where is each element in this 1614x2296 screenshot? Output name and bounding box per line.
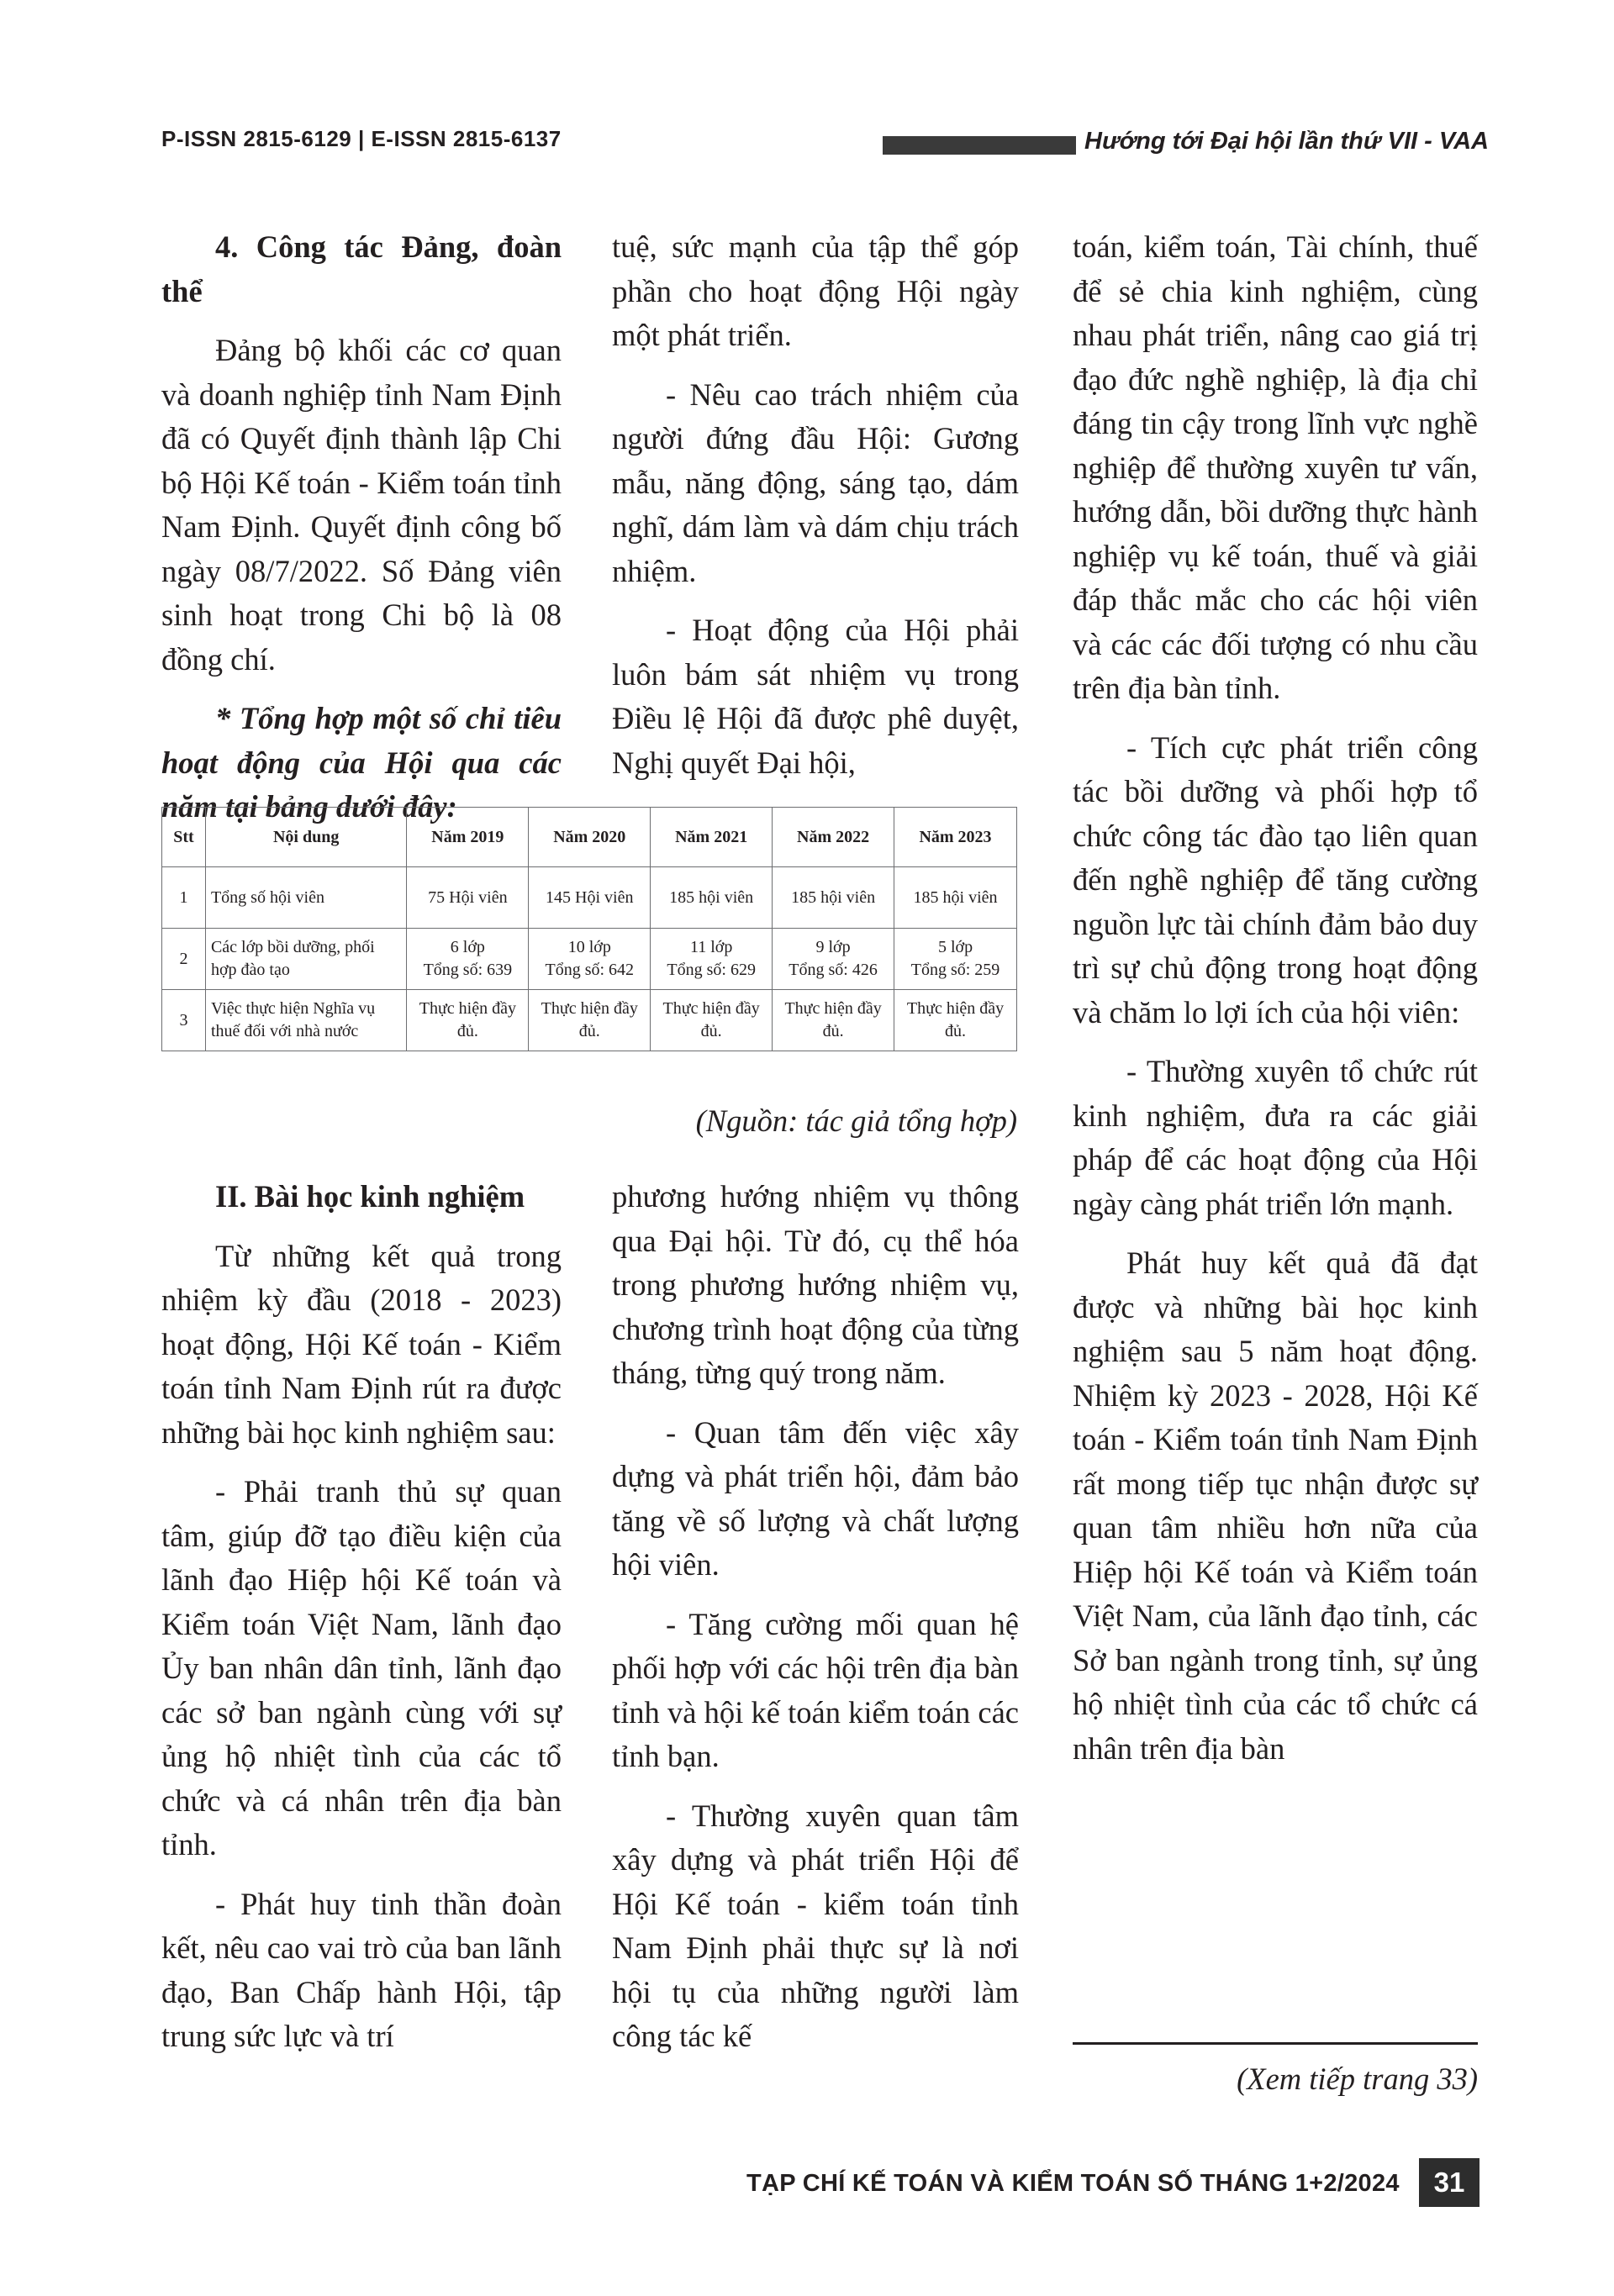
journal-footer-title: TẠP CHÍ KẾ TOÁN VÀ KIỂM TOÁN SỐ THÁNG 1+2/2024	[746, 2170, 1400, 2197]
paragraph: phương hướng nhiệm vụ thông qua Đại hội. Từ đó, cụ thể hóa trong phương hướng nhiệm vụ, chương trình hoạt động của từng tháng, từng quý trong năm.	[612, 1179, 1019, 1390]
paragraph: - Thường xuyên quan tâm xây dựng và phát triển Hội để Hội Kế toán - kiểm toán tỉnh Nam Định phải thực sự là nơi hội tụ của những người làm công tác kế	[612, 1798, 1019, 2053]
paragraph: tuệ, sức mạnh của tập thể góp phần cho hoạt động Hội ngày một phát triển.	[612, 229, 1019, 352]
table-cell	[773, 929, 894, 990]
table-cell	[529, 929, 651, 990]
paragraph: Đảng bộ khối các cơ quan và doanh nghiệp tỉnh Nam Định đã có Quyết định thành lập Chi bộ Hội Kế toán - Kiểm toán tỉnh Nam Định. Quyết định công bố ngày 08/7/2022. Số Đảng viên sinh hoạt trong Chi bộ là 08 đồng chí.	[161, 333, 562, 677]
table-cell: Thực hiện đầy đủ.	[407, 990, 529, 1051]
paragraph: - Thường xuyên tổ chức rút kinh nghiệm, đưa ra các giải pháp để các hoạt động của Hội ngày càng phát triển lớn mạnh.	[1073, 1054, 1478, 1221]
table-cell	[894, 929, 1017, 990]
class-count: 10 lớp	[567, 938, 611, 956]
table-cell-content: Tổng số hội viên	[205, 867, 406, 929]
column-header: Stt	[162, 808, 206, 867]
paragraph: - Nêu cao trách nhiệm của người đứng đầu Hội: Gương mẫu, năng động, sáng tạo, dám nghĩ, dám làm và dám chịu trách nhiệm.	[612, 377, 1019, 588]
table-cell: Thực hiện đầy đủ.	[529, 990, 651, 1051]
table-header-row	[162, 808, 1017, 867]
top-column-1	[161, 225, 562, 829]
section-heading-party: 4. Công tác Đảng, đoàn thể	[161, 229, 562, 308]
table-intro: * Tổng hợp một số chỉ tiêu hoạt động của Hội qua các năm tại bảng dưới đây:	[161, 701, 562, 824]
table-cell	[651, 929, 773, 990]
paragraph: - Tăng cường mối quan hệ phối hợp với các hội trên địa bàn tỉnh và hội kế toán kiểm toán các tỉnh bạn.	[612, 1606, 1019, 1773]
paragraph: - Phải tranh thủ sự quan tâm, giúp đỡ tạo điều kiện của lãnh đạo Hiệp hội Kế toán và Kiểm toán Việt Nam, lãnh đạo Ủy ban nhân dân tỉnh, lãnh đạo các sở ban ngành cùng với sự ủng hộ nhiệt tình của các tổ chức và cá nhân trên địa bàn tỉnh.	[161, 1474, 562, 1862]
column-header: Nội dung	[205, 808, 406, 867]
class-count: 11 lớp	[689, 938, 733, 956]
class-count: 5 lớp	[937, 938, 973, 956]
paragraph: - Tích cực phát triển công tác bồi dưỡng và phối hợp tổ chức công tác đào tạo liên quan đến nghề nghiệp để tăng cường nguồn lực tài chính đảm bảo duy trì sự chủ động trong hoạt động và chăm lo lợi ích của hội viên:	[1073, 729, 1478, 1030]
bottom-column-2	[612, 1175, 1019, 2059]
table-cell: Thực hiện đầy đủ.	[651, 990, 773, 1051]
section-heading-lessons: II. Bài học kinh nghiệm	[215, 1179, 525, 1214]
table-cell-stt: 1	[162, 867, 206, 929]
table-cell: 145 Hội viên	[529, 867, 651, 929]
class-total: Tổng số: 639	[423, 961, 513, 979]
table-source: (Nguồn: tác giả tổng hợp)	[695, 1103, 1017, 1138]
table-cell: 185 hội viên	[894, 867, 1017, 929]
right-column	[1073, 225, 1478, 1771]
column-header: Năm 2022	[773, 808, 894, 867]
statistics-table	[161, 807, 1017, 1051]
paragraph: toán, kiểm toán, Tài chính, thuế để sẻ chia kinh nghiệm, cùng nhau phát triển, nâng cao giá trị đạo đức nghề nghiệp, là địa chỉ đáng tin cậy trong lĩnh vực nghề nghiệp để thường xuyên tư vấn, hướng dẫn, bồi dưỡng thực hành nghiệp vụ kế toán, thuế và giải đáp thắc mắc cho các hội viên và các các đối tượng có nhu cầu trên địa bàn tỉnh.	[1073, 229, 1478, 705]
header-decor-bar	[883, 136, 1076, 155]
class-count: 6 lớp	[450, 938, 485, 956]
table-cell-stt: 3	[162, 990, 206, 1051]
paragraph: - Phát huy tinh thần đoàn kết, nêu cao vai trò của ban lãnh đạo, Ban Chấp hành Hội, tập trung sức lực và trí	[161, 1886, 562, 2053]
class-count: 9 lớp	[815, 938, 851, 956]
bottom-column-1	[161, 1175, 562, 2059]
column-header: Năm 2023	[894, 808, 1017, 867]
paragraph: Phát huy kết quả đã đạt được và những bài học kinh nghiệm sau 5 năm hoạt động. Nhiệm kỳ 2023 - 2028, Hội Kế toán - Kiểm toán tỉnh Nam Định rất mong tiếp tục nhận được sự quan tâm nhiều hơn nữa của Hiệp hội Kế toán và Kiểm toán Việt Nam, của lãnh đạo tỉnh, các Sở ban ngành trong tỉnh, sự ủng hộ nhiệt tình của các tổ chức cá nhân trên địa bàn	[1073, 1245, 1478, 1766]
table-cell-content: Các lớp bồi dưỡng, phối hợp đào tạo	[205, 929, 406, 990]
table-cell: Thực hiện đầy đủ.	[773, 990, 894, 1051]
column-header: Năm 2020	[529, 808, 651, 867]
table-cell: 185 hội viên	[773, 867, 894, 929]
continued-note: (Xem tiếp trang 33)	[1237, 2062, 1478, 2096]
divider-rule	[1073, 2042, 1478, 2045]
table-cell: 185 hội viên	[651, 867, 773, 929]
issn-header: P-ISSN 2815-6129 | E-ISSN 2815-6137	[161, 126, 562, 151]
table-cell: Thực hiện đầy đủ.	[894, 990, 1017, 1051]
table-row	[162, 990, 1017, 1051]
class-total: Tổng số: 629	[667, 961, 756, 979]
table-cell-content: Việc thực hiện Nghĩa vụ thuế đối với nhà nước	[205, 990, 406, 1051]
table-row	[162, 867, 1017, 929]
table-cell-stt: 2	[162, 929, 206, 990]
table-row	[162, 929, 1017, 990]
column-header: Năm 2021	[651, 808, 773, 867]
table-cell	[407, 929, 529, 990]
paragraph: - Quan tâm đến việc xây dựng và phát triển hội, đảm bảo tăng về số lượng và chất lượng hội viên.	[612, 1414, 1019, 1582]
top-column-2	[612, 225, 1019, 785]
class-total: Tổng số: 642	[545, 961, 635, 979]
paragraph: - Hoạt động của Hội phải luôn bám sát nhiệm vụ trong Điều lệ Hội đã được phê duyệt, Nghị quyết Đại hội,	[612, 613, 1019, 780]
class-total: Tổng số: 259	[910, 961, 1000, 979]
header-tagline: Hướng tới Đại hội lần thứ VII - VAA	[1084, 128, 1489, 155]
class-total: Tổng số: 426	[789, 961, 878, 979]
column-header: Năm 2019	[407, 808, 529, 867]
table-cell: 75 Hội viên	[407, 867, 529, 929]
page-number: 31	[1419, 2158, 1480, 2207]
paragraph: Từ những kết quả trong nhiệm kỳ đầu (2018 - 2023) hoạt động, Hội Kế toán - Kiểm toán tỉnh Nam Định rút ra được những bài học kinh nghiệm sau:	[161, 1238, 562, 1450]
